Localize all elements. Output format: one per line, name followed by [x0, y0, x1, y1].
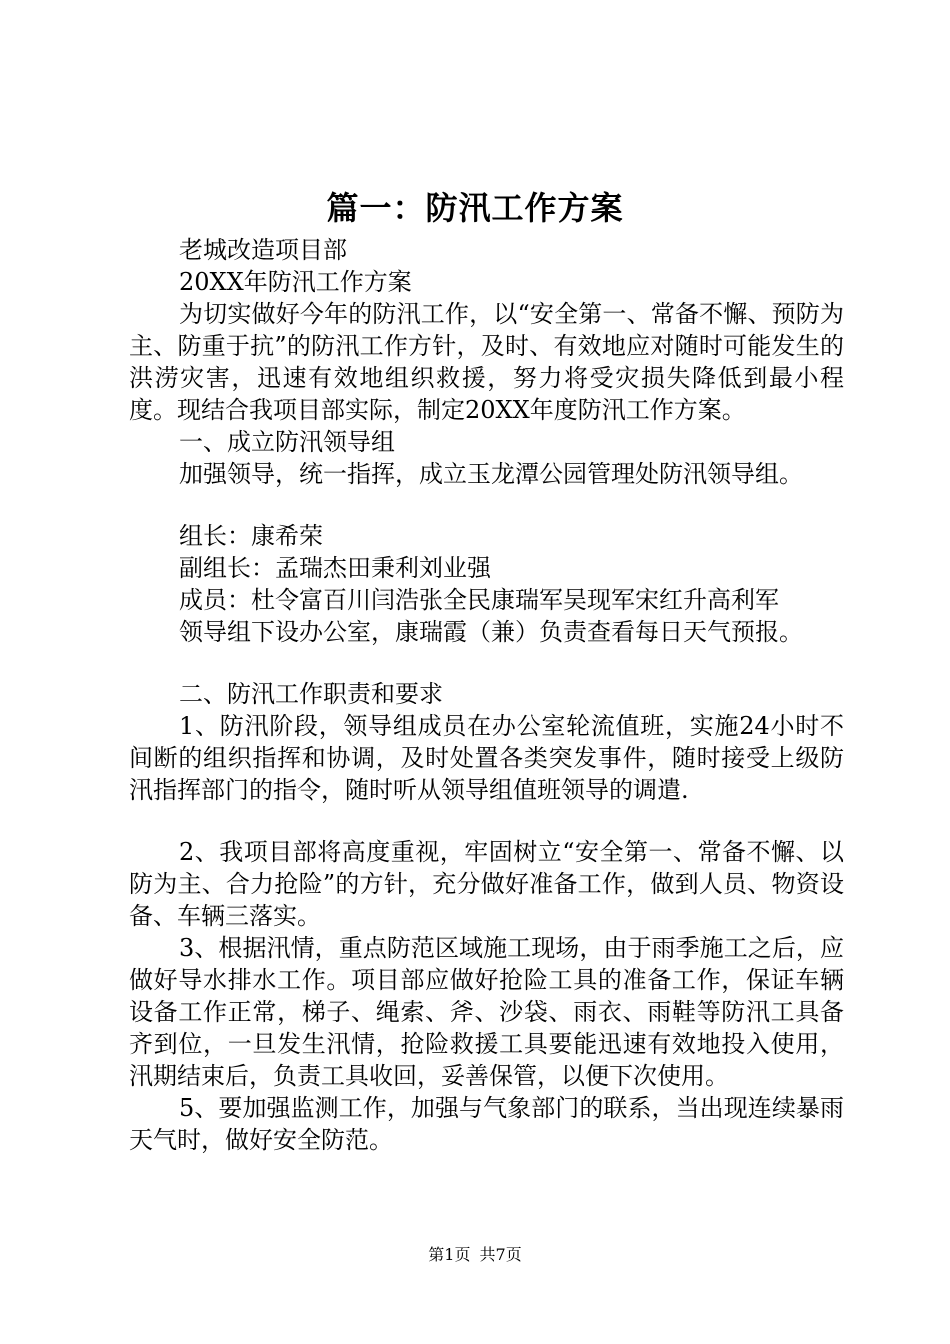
- spacer: [129, 648, 844, 678]
- page-total: 共7页: [479, 1245, 522, 1264]
- paragraph-members: 成员：杜令富百川闫浩张全民康瑞军吴现军宋红升高利军: [179, 586, 779, 614]
- spacer: [129, 806, 844, 836]
- spacer: [129, 490, 844, 520]
- page-number: 第1页: [428, 1245, 471, 1264]
- section-heading-2: 二、防汛工作职责和要求: [179, 680, 443, 708]
- page-footer: [0, 1244, 950, 1266]
- paragraph-team-leader: 组长：康希荣: [179, 522, 323, 550]
- paragraph-item-2: 2、我项目部将高度重视，牢固树立“安全第一、常备不懈、以防为主、合力抢险”的方针，充分做好准备工作，做到人员、物资设备、车辆三落实。: [129, 838, 844, 930]
- paragraph-plan-name: 20XX年防汛工作方案: [179, 268, 412, 296]
- paragraph-department: 老城改造项目部: [179, 236, 347, 264]
- paragraph-item-5: 5、要加强监测工作，加强与气象部门的联系，当出现连续暴雨天气时，做好安全防范。: [129, 1094, 844, 1154]
- paragraph-deputy-leaders: 副组长：孟瑞杰田秉利刘业强: [179, 554, 491, 582]
- document-body: [129, 234, 844, 1156]
- paragraph-intro: 为切实做好今年的防汛工作，以“安全第一、常备不懈、预防为主、防重于抗”的防汛工作方针，及时、有效地应对随时可能发生的洪涝灾害，迅速有效地组织救援，努力将受灾损失降低到最小程度。现结合我项目部实际，制定20XX年度防汛工作方案。: [129, 300, 844, 424]
- paragraph-item-3: 3、根据汛情，重点防范区域施工现场，由于雨季施工之后，应做好导水排水工作。项目部应做好抢险工具的准备工作，保证车辆设备工作正常，梯子、绳索、斧、沙袋、雨衣、雨鞋等防汛工具备齐到位，一旦发生汛情，抢险救援工具要能迅速有效地投入使用，汛期结束后，负责工具收回，妥善保管，以便下次使用。: [129, 934, 844, 1090]
- paragraph-leadership: 加强领导，统一指挥，成立玉龙潭公园管理处防汛领导组。: [179, 460, 803, 488]
- document-title: 篇一：防汛工作方案: [326, 189, 624, 227]
- paragraph-office: 领导组下设办公室，康瑞霞（兼）负责查看每日天气预报。: [179, 618, 803, 646]
- section-heading-1: 一、成立防汛领导组: [179, 428, 395, 456]
- paragraph-item-1: 1、防汛阶段，领导组成员在办公室轮流值班，实施24小时不间断的组织指挥和协调，及时处置各类突发事件，随时接受上级防汛指挥部门的指令，随时听从领导组值班领导的调遣.: [129, 712, 844, 804]
